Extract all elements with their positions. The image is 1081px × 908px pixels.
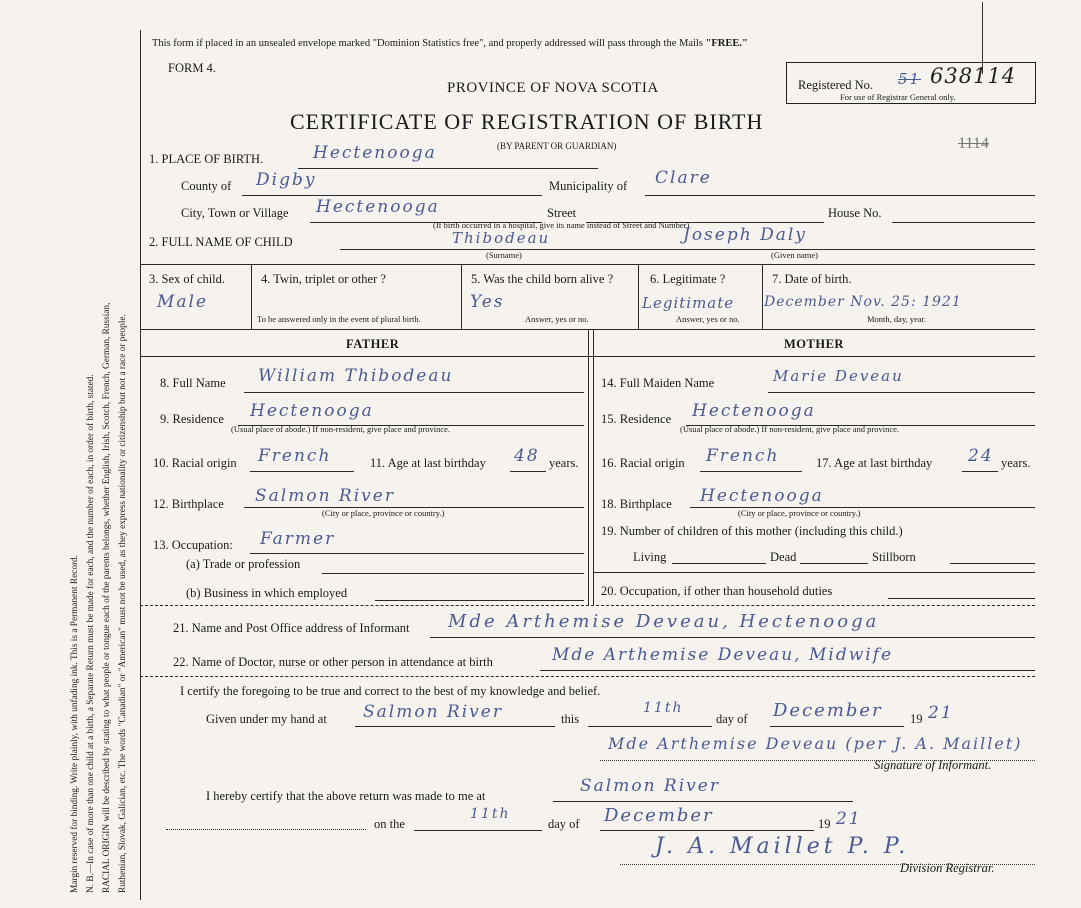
informant-value: Mde Arthemise Deveau, Hectenooga [448, 611, 880, 632]
date-of-birth-note: Month, day, year. [867, 314, 927, 324]
mother-children-label: 19. Number of children of this mother (including this child.) [601, 524, 903, 538]
informant-signature-caption: Signature of Informant. [874, 758, 992, 772]
mother-occupation-label: 20. Occupation, if other than household duties [601, 584, 833, 598]
county-line [242, 195, 542, 196]
parents-divider-left [588, 329, 589, 605]
mother-residence-note: (Usual place of abode.) If non-resident, give place and province. [680, 424, 900, 434]
date-of-birth-value: December Nov. 25: 1921 [764, 294, 962, 310]
given-month-value: December [773, 700, 883, 721]
registered-no-label: Registered No. [798, 78, 873, 92]
form-left-border [140, 30, 141, 900]
certificate-subtitle: (BY PARENT OR GUARDIAN) [497, 141, 617, 151]
father-residence-note: (Usual place of abode.) If non-resident, give place and province. [231, 424, 451, 434]
place-of-birth-value: Hectenooga [313, 143, 437, 163]
mother-name-value: Marie Deveau [773, 367, 904, 385]
registrar-use-note: For use of Registrar General only. [840, 92, 956, 102]
row3-top-border [140, 264, 1035, 265]
mother-header: MOTHER [784, 337, 844, 351]
hospital-note: (If birth occurred in a hospital, give its name instead of Street and Number) [433, 220, 690, 230]
legitimate-label: 6. Legitimate ? [650, 272, 726, 286]
child-surname-value: Thibodeau [452, 229, 551, 247]
father-occupation-label: 13. Occupation: [153, 538, 233, 552]
mother-birthplace-note: (City or place, province or country.) [738, 508, 861, 518]
given-name-caption: (Given name) [771, 250, 818, 260]
margin-note-racial-origin: RACIAL ORIGIN will be described by stating to what people or tongue each of the parents belongs, whether English, Irish, Scotch, French, German, Russian, [102, 302, 112, 893]
registrar-place-value: Salmon River [580, 776, 720, 796]
mother-dead-label: Dead [770, 550, 797, 564]
alive-note: Answer, yes or no. [525, 314, 589, 324]
mother-racial-line [700, 471, 802, 472]
certify-statement: I certify the foregoing to be true and correct to the best of my knowledge and belief. [180, 684, 601, 698]
father-occupation-line [250, 553, 584, 554]
parents-divider-right [593, 329, 594, 605]
parents-header-line [140, 356, 1035, 357]
municipality-label: Municipality of [549, 179, 628, 193]
mother-living-label: Living [633, 550, 667, 564]
registrar-day-of-label: day of [548, 817, 580, 831]
mother-name-line [768, 392, 1035, 393]
mother-name-label: 14. Full Maiden Name [601, 376, 715, 390]
father-racial-label: 10. Racial origin [153, 456, 237, 470]
alive-label: 5. Was the child born alive ? [471, 272, 614, 286]
municipality-line [645, 195, 1035, 196]
mother-age-value: 24 [968, 446, 994, 466]
informant-label: 21. Name and Post Office address of Informant [173, 621, 410, 635]
given-day-line [588, 726, 712, 727]
mother-living-line [672, 563, 766, 564]
row3-divider-2 [461, 264, 462, 329]
mother-dead-line [800, 563, 868, 564]
sex-label: 3. Sex of child. [149, 272, 226, 286]
mother-age-label: 17. Age at last birthday [816, 456, 933, 470]
given-under-label: Given under my hand at [206, 712, 327, 726]
father-name-value: William Thibodeau [258, 366, 454, 386]
registrar-on-the-label: on the [374, 817, 405, 831]
certify-top-border [140, 676, 1035, 677]
county-value: Digby [256, 170, 317, 190]
city-value: Hectenooga [316, 197, 440, 217]
parents-bottom-border [140, 605, 1035, 606]
province-heading: PROVINCE OF NOVA SCOTIA [447, 80, 659, 96]
mother-years-label: years. [1001, 456, 1031, 470]
mother-racial-value: French [706, 446, 780, 466]
mother-stillborn-label: Stillborn [872, 550, 916, 564]
father-business-label: (b) Business in which employed [186, 586, 348, 600]
mother-residence-label: 15. Residence [601, 412, 672, 426]
given-year-prefix: 19 [910, 712, 923, 726]
mother-age-line [962, 471, 998, 472]
mother-stillborn-line [950, 563, 1035, 564]
registrar-signature: J. A. Maillet P. P. [655, 834, 910, 859]
father-age-line [510, 471, 546, 472]
row3-divider-3 [638, 264, 639, 329]
place-of-birth-line [298, 168, 598, 169]
father-business-line [375, 600, 584, 601]
registered-struck-number: 51 [898, 70, 922, 88]
registrar-lead-line [166, 829, 366, 830]
twin-note: To be answered only in the event of plural birth. [257, 314, 421, 324]
given-place-line [355, 726, 555, 727]
mail-free: "FREE." [705, 38, 748, 49]
father-birthplace-value: Salmon River [255, 486, 395, 506]
father-age-value: 48 [514, 446, 540, 466]
registrar-year-prefix: 19 [818, 817, 831, 831]
house-line [892, 222, 1035, 223]
mother-residence-value: Hectenooga [692, 401, 816, 421]
father-name-label: 8. Full Name [160, 376, 226, 390]
father-years-label: years. [549, 456, 579, 470]
registered-number: 638114 [930, 64, 1017, 88]
doctor-label: 22. Name of Doctor, nurse or other person in attendance at birth [173, 655, 493, 669]
mother-children-separator [593, 572, 1035, 573]
surname-caption: (Surname) [486, 250, 522, 260]
municipality-value: Clare [655, 168, 712, 188]
margin-note-nationality: Ruthenian, Slovak, Galician, etc. The words "Canadian" or "American" must not be used, as they express nationality or citizenship but not a race or people. [118, 314, 128, 893]
given-year-value: 21 [928, 703, 954, 723]
father-trade-line [322, 573, 584, 574]
father-birthplace-label: 12. Birthplace [153, 497, 224, 511]
division-registrar-caption: Division Registrar. [900, 861, 995, 875]
father-residence-value: Hectenooga [250, 401, 374, 421]
form-number: FORM 4. [168, 61, 216, 75]
father-header: FATHER [346, 337, 400, 351]
alive-value: Yes [470, 292, 505, 312]
given-day-of-label: day of [716, 712, 748, 726]
child-name-label: 2. FULL NAME OF CHILD [149, 235, 293, 249]
date-of-birth-label: 7. Date of birth. [772, 272, 852, 286]
father-name-line [244, 392, 584, 393]
twin-label: 4. Twin, triplet or other ? [261, 272, 386, 286]
father-age-label: 11. Age at last birthday [370, 456, 486, 470]
registrar-year-value: 21 [836, 809, 862, 829]
given-place-value: Salmon River [363, 702, 503, 722]
child-name-line [340, 249, 1035, 250]
given-day-value: 11th [643, 700, 684, 716]
father-trade-label: (a) Trade or profession [186, 557, 301, 571]
margin-note-multiple-birth: N. B.—In case of more than one child at a birth, a Separate Return must be made for each, and the number of each, in order of birth, stated. [86, 374, 96, 893]
mother-birthplace-label: 18. Birthplace [601, 497, 672, 511]
county-label: County of [181, 179, 232, 193]
informant-signature: Mde Arthemise Deveau (per J. A. Maillet) [608, 734, 1023, 753]
child-given-value: Joseph Daly [683, 225, 807, 245]
doctor-line [540, 670, 1035, 671]
house-label: House No. [828, 206, 882, 220]
father-occupation-value: Farmer [260, 529, 336, 549]
legitimate-note: Answer, yes or no. [676, 314, 740, 324]
registrar-month-line [600, 830, 814, 831]
doctor-value: Mde Arthemise Deveau, Midwife [552, 645, 894, 665]
given-month-line [770, 726, 904, 727]
father-racial-line [250, 471, 354, 472]
row3-divider-1 [251, 264, 252, 329]
sex-value: Male [157, 292, 209, 312]
mother-birthplace-value: Hectenooga [700, 486, 824, 506]
city-label: City, Town or Village [181, 206, 289, 220]
registration-pen-stroke [982, 2, 983, 74]
margin-note-binding: Margin reserved for binding. Write plainly, with unfading ink. This is a Permanent Record. [70, 554, 80, 893]
father-racial-value: French [258, 446, 332, 466]
certificate-title: CERTIFICATE OF REGISTRATION OF BIRTH [290, 109, 764, 134]
row3-divider-4 [762, 264, 763, 329]
registrar-statement: I hereby certify that the above return was made to me at [206, 789, 486, 803]
mail-notice: This form if placed in an unsealed envelope marked "Dominion Statistics free", and properly addressed will pass through the Mails "FREE." [152, 38, 748, 49]
informant-line [430, 637, 1035, 638]
street-label: Street [547, 206, 577, 220]
place-of-birth-label: 1. PLACE OF BIRTH. [149, 152, 264, 166]
struck-stamp-number: 1114 [958, 135, 989, 152]
registrar-place-line [553, 801, 853, 802]
father-birthplace-note: (City or place, province or country.) [322, 508, 445, 518]
registrar-month-value: December [604, 805, 714, 826]
registrar-day-value: 11th [470, 806, 511, 822]
legitimate-value: Legitimate [642, 294, 735, 312]
given-this-label: this [561, 712, 580, 726]
father-residence-label: 9. Residence [160, 412, 224, 426]
mother-occupation-line [888, 598, 1035, 599]
mother-racial-label: 16. Racial origin [601, 456, 685, 470]
registrar-day-line [414, 830, 542, 831]
